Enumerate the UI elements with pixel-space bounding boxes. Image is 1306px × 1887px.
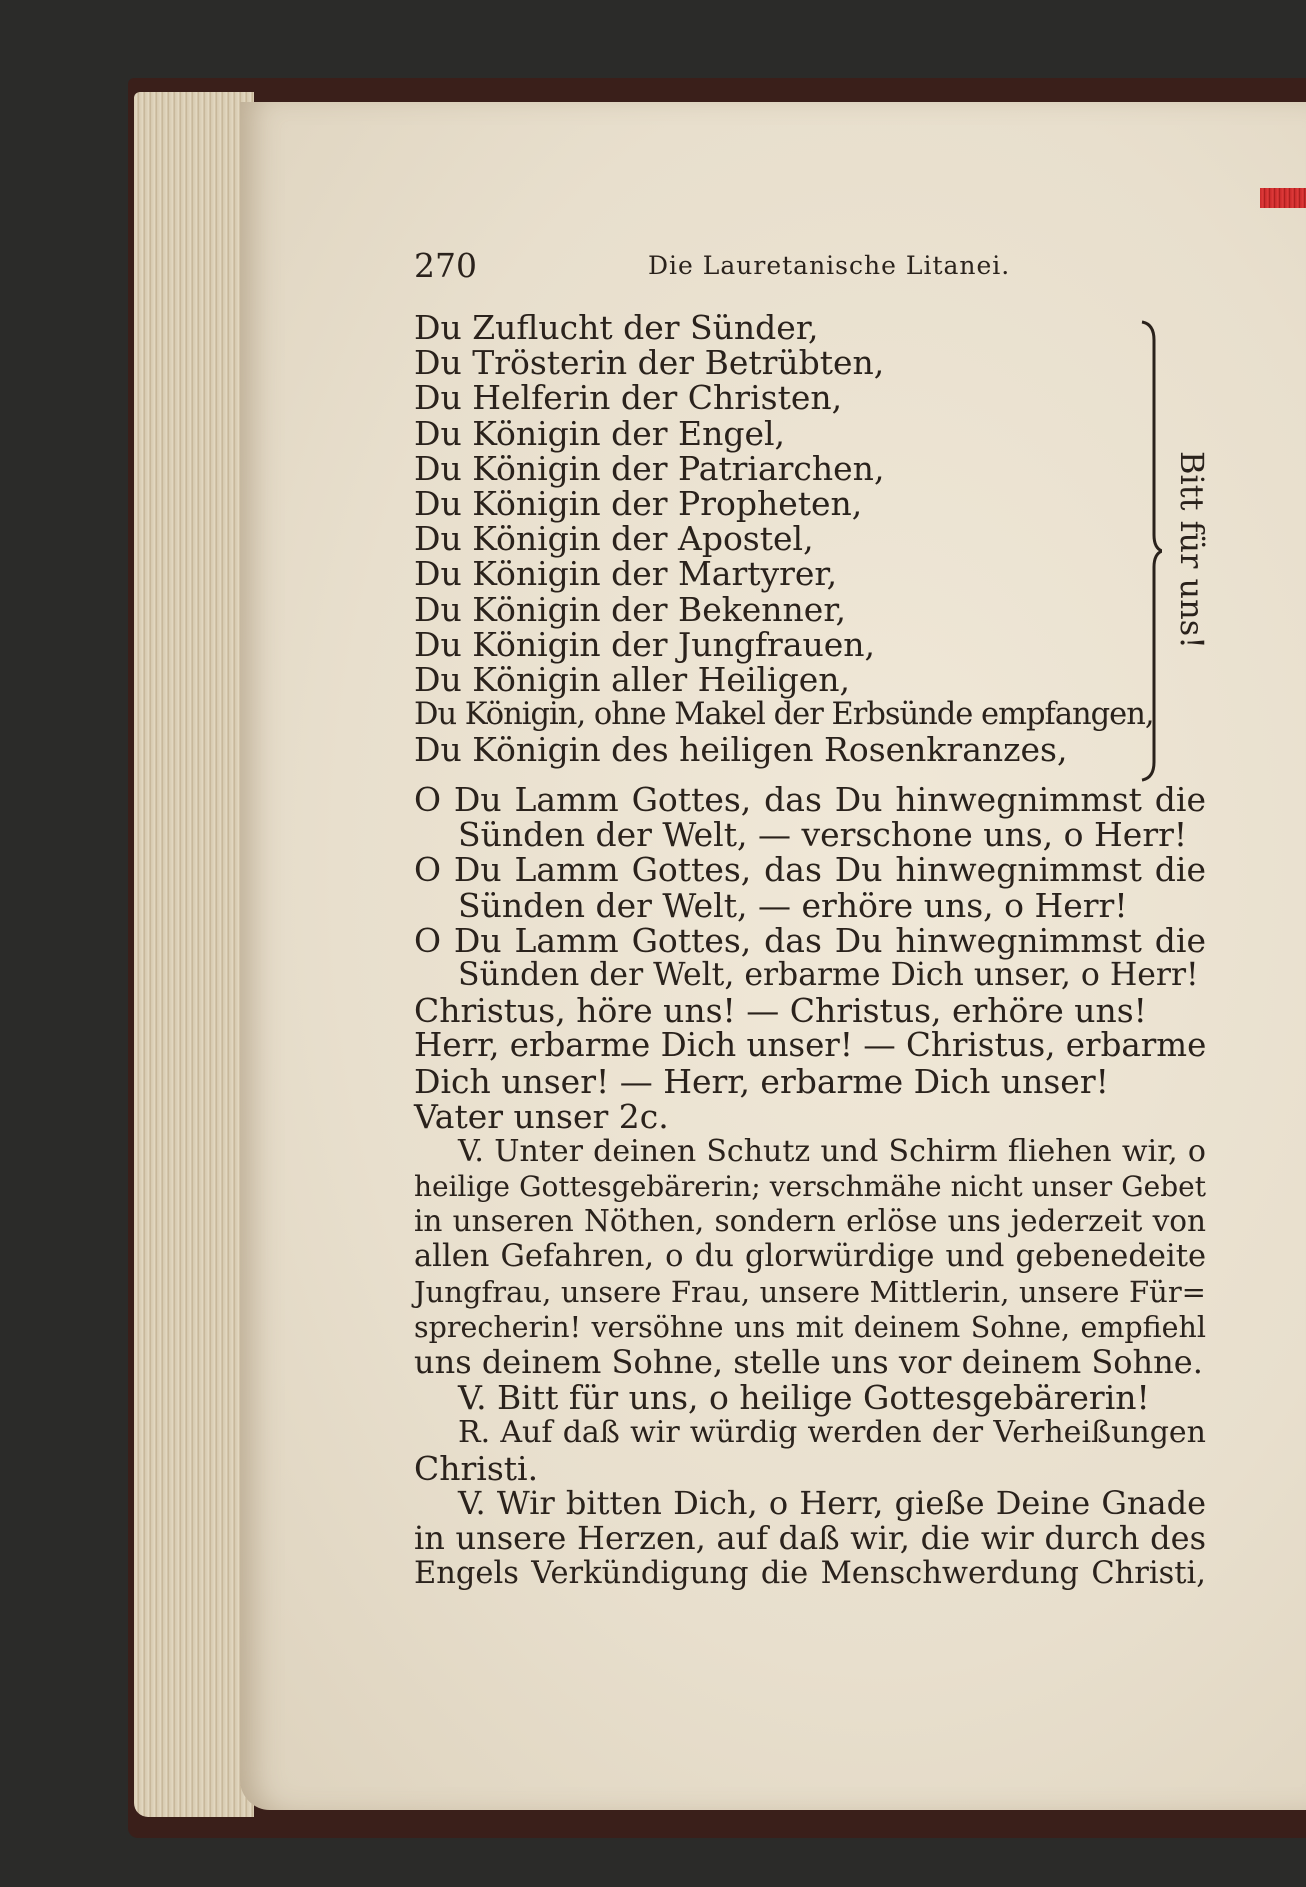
text-line: uns deinem Sohne, stelle uns vor deinem Sohne.: [414, 1343, 1203, 1381]
text-line: Herr, erbarme Dich unser! — Christus, erbarme: [414, 1026, 1207, 1065]
litany-line: Du Königin, ohne Makel der Erbsünde empfangen,: [414, 697, 1154, 733]
text-line: O Du Lamm Gottes, das Du hinwegnimmst die: [414, 850, 1206, 890]
page-edges: [134, 92, 254, 1817]
text-line: Christus, höre uns! — Christus, erhöre uns!: [414, 991, 1147, 1031]
text-line: in unseren Nöthen, sondern erlöse uns jederzeit von: [414, 1204, 1206, 1239]
text-line: Sünden der Welt, — erhöre uns, o Herr!: [458, 885, 1128, 925]
litany-line: Du Zuflucht der Sünder,: [414, 308, 819, 347]
text-line: heilige Gottesgebärerin; verschmähe nicht unser Gebet: [414, 1170, 1206, 1204]
curly-brace: [1140, 320, 1162, 782]
text-line: Engels Verkündigung die Menschwerdung Christi,: [414, 1556, 1206, 1592]
prayer-body: [414, 782, 1206, 1591]
litany-line: Du Königin der Martyrer,: [414, 554, 838, 594]
litany-invocations: [414, 308, 1154, 770]
text-line: allen Gefahren, o du glorwürdige und gebenedeite: [414, 1239, 1206, 1275]
litany-line: Du Königin des heiligen Rosenkranzes,: [414, 730, 1068, 770]
text-line: sprecherin! versöhne uns mit deinem Sohne, empfiehl: [414, 1310, 1206, 1344]
bookmark-ribbon: [1260, 188, 1306, 208]
page-header: [414, 246, 1204, 286]
response-text: Bitt für uns!: [1173, 450, 1211, 650]
litany-line: Du Trösterin der Betrübten,: [414, 343, 885, 383]
text-line: V. Bitt für uns, o heilige Gottesgebärerin!: [458, 1378, 1150, 1418]
litany-line: Du Königin der Patriarchen,: [414, 448, 885, 488]
litany-line: Du Königin der Jungfrauen,: [414, 624, 876, 664]
litany-response: [1172, 430, 1212, 670]
text-line: Sünden der Welt, — verschone uns, o Herr!: [458, 815, 1188, 855]
text-line: Sünden der Welt, erbarme Dich unser, o Herr!: [458, 956, 1199, 993]
text-line: O Du Lamm Gottes, das Du hinwegnimmst die: [414, 920, 1206, 960]
running-title: Die Lauretanische Litanei.: [648, 251, 1011, 280]
text-line: Jungfrau, unsere Frau, unsere Mittlerin, unsere Für=: [414, 1274, 1206, 1309]
text-line: Vater unser 2c.: [414, 1096, 669, 1136]
text-line: R. Auf daß wir würdig werden der Verheißungen: [458, 1415, 1206, 1451]
text-line: Christi.: [414, 1448, 539, 1488]
litany-line: Du Königin der Propheten,: [414, 483, 863, 523]
text-line: Dich unser! — Herr, erbarme Dich unser!: [414, 1061, 1109, 1101]
page-number: 270: [414, 246, 477, 285]
text-line: V. Unter deinen Schutz und Schirm fliehen wir, o: [458, 1133, 1206, 1169]
litany-line: Du Königin der Engel,: [414, 413, 786, 453]
litany-line: Du Helferin der Christen,: [414, 378, 843, 418]
litany-line: Du Königin der Apostel,: [414, 519, 814, 559]
litany-line: Du Königin aller Heiligen,: [414, 659, 851, 699]
text-line: in unsere Herzen, auf daß wir, die wir durch des: [414, 1518, 1206, 1557]
litany-line: Du Königin der Bekenner,: [414, 589, 846, 629]
text-line: O Du Lamm Gottes, das Du hinwegnimmst die: [414, 780, 1206, 819]
text-line: V. Wir bitten Dich, o Herr, gieße Deine Gnade: [458, 1483, 1206, 1522]
